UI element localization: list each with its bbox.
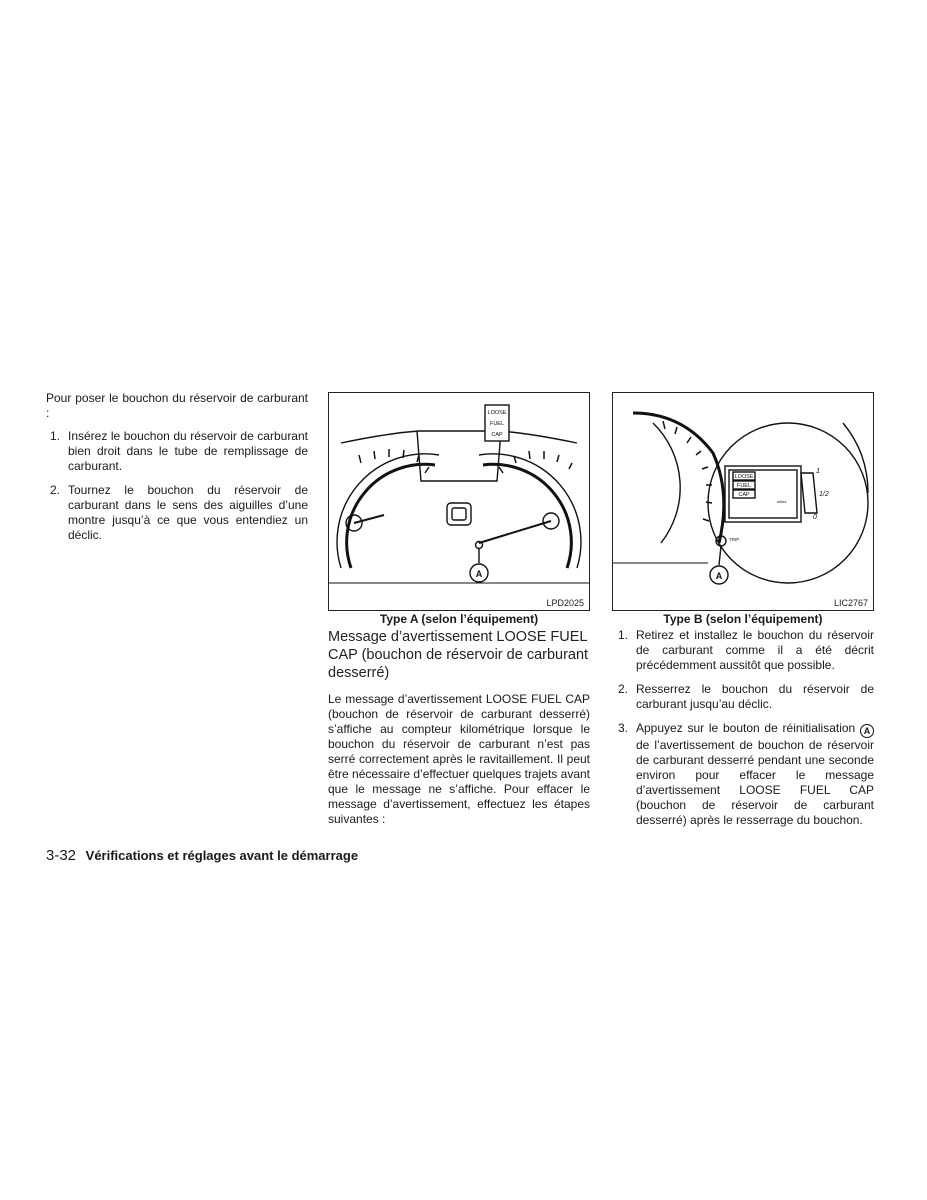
- step-text: Retirez et installez le bouchon du réservoir de carburant comme il a été décrit précédemment aussitôt que possible.: [636, 628, 874, 672]
- fuel-full-label: 1: [816, 468, 820, 475]
- step-text: Tournez le bouchon du réservoir de carburant dans le sens des aiguilles d’une montre jusqu’à ce que vous entendiez un déclic.: [68, 483, 308, 542]
- display-label-cap: CAP: [491, 432, 503, 438]
- callout-a-label: A: [715, 571, 723, 581]
- callout-a-marker: A: [860, 724, 874, 738]
- step-number: 2.: [618, 682, 629, 696]
- list-item: [46, 429, 308, 474]
- page-footer: [46, 848, 358, 864]
- instrument-cluster-type-a-illustration: [329, 393, 589, 610]
- display-label-fuel: FUEL: [736, 483, 752, 489]
- footer-section-title: Vérifications et réglages avant le démarrage: [85, 848, 359, 863]
- fuel-half-label: 1/2: [819, 491, 829, 498]
- step-number: 3.: [618, 721, 629, 735]
- step-text-before: Appuyez sur le bouton de réinitialisation: [636, 721, 856, 735]
- install-instructions: [46, 391, 308, 543]
- install-steps: [46, 429, 308, 543]
- display-label-loose: LOOSE: [734, 474, 754, 480]
- odo-unit-label: miles: [777, 499, 787, 504]
- step-number: 2.: [50, 483, 61, 497]
- figure-type-a: [328, 392, 590, 611]
- display-label-loose: LOOSE: [487, 410, 507, 416]
- instrument-cluster-type-b-illustration: [613, 393, 873, 610]
- reset-instructions: [614, 628, 874, 828]
- section-heading: Message d’avertissement LOOSE FUEL CAP (bouchon de réservoir de carburant desserré): [328, 629, 589, 681]
- page-number: 3-32: [46, 847, 77, 864]
- step-text: Insérez le bouchon du réservoir de carburant bien droit dans le tube de remplissage de carburant.: [68, 429, 308, 473]
- figure-caption-type-a: Type A (selon l’équipement): [379, 612, 539, 626]
- step-text: Resserrez le bouchon du réservoir de carburant jusqu’au déclic.: [636, 682, 874, 711]
- fuel-empty-label: 0: [813, 514, 817, 521]
- trip-label: TRIP: [729, 537, 740, 542]
- figure-type-b: [612, 392, 874, 611]
- list-item: [614, 628, 874, 673]
- figure-caption-type-b: Type B (selon l’équipement): [663, 612, 823, 626]
- figure-code: LIC2767: [833, 598, 868, 608]
- list-item: [614, 721, 874, 828]
- warning-section: [328, 628, 590, 827]
- step-text-after: de l’avertissement de bouchon de réservoir de carburant desserré pendant une seconde environ pour effacer le message d’avertissement LOOSE FUEL CAP (bouchon de réservoir de carburant desserré) après le resserrage du bouchon.: [636, 738, 874, 827]
- display-label-fuel: FUEL: [489, 421, 505, 427]
- step-number: 1.: [50, 429, 61, 443]
- callout-a-label: A: [475, 569, 483, 579]
- figure-code: LPD2025: [546, 598, 584, 608]
- gauge-ticks: [663, 421, 712, 521]
- install-lead: Pour poser le bouchon du réservoir de carburant :: [46, 391, 308, 420]
- display-label-cap: CAP: [738, 492, 750, 498]
- list-item: [614, 682, 874, 712]
- list-item: [46, 483, 308, 543]
- step-number: 1.: [618, 628, 629, 642]
- reset-steps: [614, 628, 874, 828]
- right-gauge-outline: [708, 423, 868, 583]
- section-body: Le message d’avertissement LOOSE FUEL CAP (bouchon de réservoir de carburant desserré) s’affiche au compteur kilométrique lorsque le bouchon du réservoir de carburant n’est pas serré correctement après le ravitaillement. Il peut être nécessaire d’effectuer quelques trajets avant que le message ne s’affiche. Pour effacer le message d’avertissement, effectuez les étapes suivantes :: [328, 692, 590, 826]
